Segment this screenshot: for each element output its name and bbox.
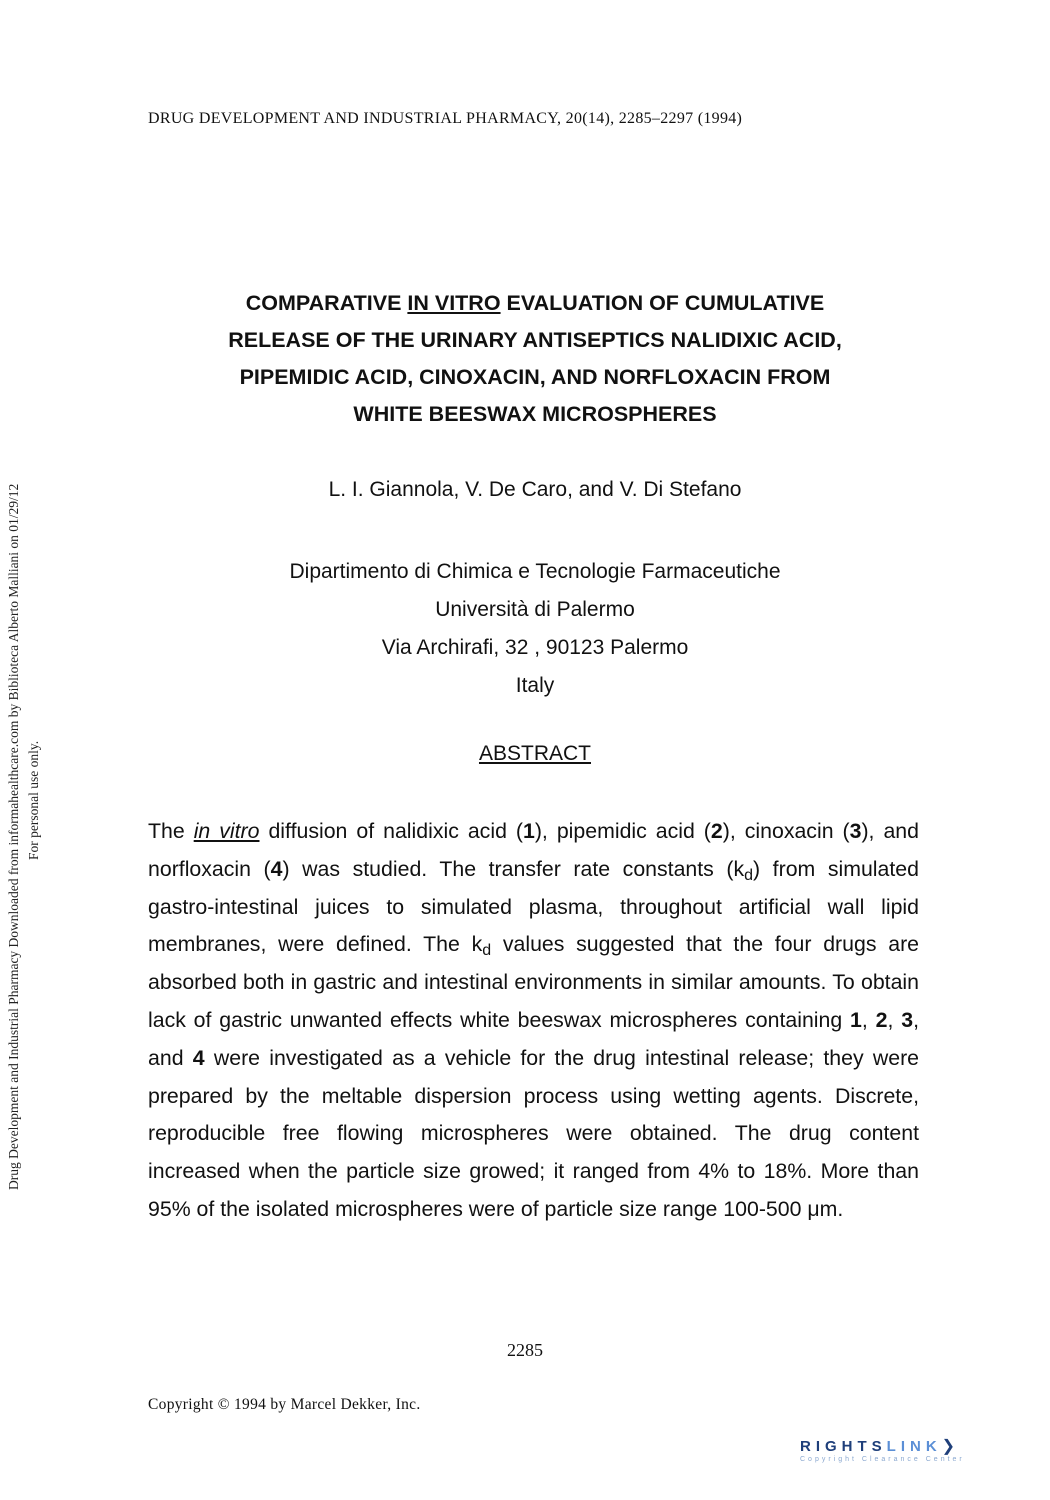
title-in-vitro: IN VITRO: [407, 291, 501, 315]
abstract-body: The in vitro diffusion of nalidixic acid (1), pipemidic acid (2), cinoxacin (3), and norfloxacin (4) was studied. The transfer rate constants $(k_d)$ from simulated gastro-intestinal juices to simulated plasma, throughout artificial wall lipid membranes, were defined. The $k_d$ values suggested that the four drugs are absorbed both in gastric and intestinal environments in similar amounts. To obtain lack of gastric unwanted effects white beeswax microspheres containing 1, 2, 3, and 4 were investigated as a vehicle for the drug intestinal release; they were prepared by the meltable dispersion process using wetting agents. Discrete, reproducible free flowing microspheres were obtained. The drug content increased when the particle size growed; it ranged from 4% to 18%. More than 95% of the isolated microspheres were of particle size range 100-500 μm.: [148, 819, 920, 1221]
download-notice-line: Drug Development and Industrial Pharmacy Downloaded from informahealthcare.com by Biblioteca Alberto Malliani on 01/29/12: [6, 483, 21, 1190]
affiliation-line: Via Archirafi, 32 , 90123 Palermo: [381, 636, 689, 659]
affiliation-line: Università di Palermo: [435, 598, 635, 621]
title-line-4: WHITE BEESWAX MICROSPHERES: [353, 402, 717, 426]
title-text: EVALUATION OF CUMULATIVE: [500, 291, 825, 315]
journal-header: DRUG DEVELOPMENT AND INDUSTRIAL PHARMACY, 20(14), 2285–2297 (1994): [148, 110, 743, 127]
rightslink-tagline: Copyright Clearance Center: [800, 1456, 965, 1463]
abstract-heading: ABSTRACT: [478, 742, 591, 765]
title-text: COMPARATIVE: [245, 291, 408, 315]
affiliation-line: Italy: [515, 674, 555, 697]
download-notice: [0, 0, 60, 1200]
rightslink-arrow-icon: ❯: [941, 1438, 956, 1455]
in-vitro-term: in vitro: [193, 819, 260, 843]
title-line-1: [150, 285, 920, 322]
personal-use-notice: For personal use only.: [26, 740, 41, 860]
title-line-2: RELEASE OF THE URINARY ANTISEPTICS NALIDIXIC ACID,: [228, 328, 842, 352]
authors: L. I. Giannola, V. De Caro, and V. Di Stefano: [328, 478, 742, 501]
title-line-3: PIPEMIDIC ACID, CINOXACIN, AND NORFLOXACIN FROM: [239, 365, 831, 389]
rightslink-logo[interactable]: [800, 1436, 1030, 1476]
affiliation-line: Dipartimento di Chimica e Tecnologie Farmaceutiche: [289, 560, 781, 583]
paper-title: [150, 285, 920, 433]
page-number: 2285: [507, 1340, 543, 1360]
rightslink-word-rights: RIGHTS: [800, 1438, 887, 1455]
copyright-notice: Copyright © 1994 by Marcel Dekker, Inc.: [148, 1396, 421, 1413]
rightslink-word-link: LINK: [886, 1438, 942, 1455]
affiliation: [150, 553, 920, 705]
